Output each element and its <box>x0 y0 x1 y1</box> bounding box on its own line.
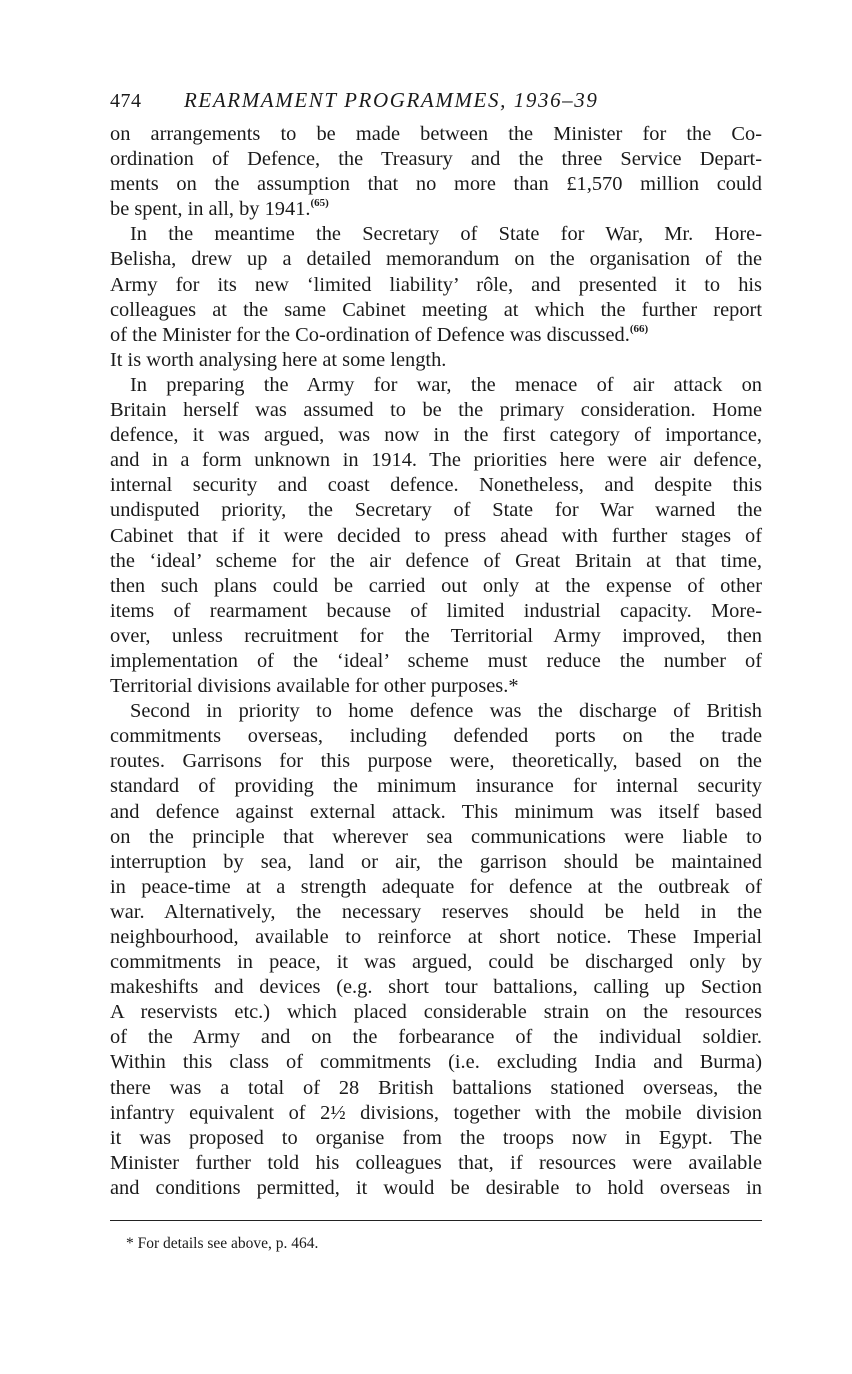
text-line <box>110 323 762 348</box>
book-page <box>110 82 762 1201</box>
text-line: defence, it was argued, was now in the first category of importance, <box>110 424 762 447</box>
text-line: Belisha, drew up a detailed memorandum on the organisation of the <box>110 248 762 271</box>
text-line: infantry equivalent of 2½ divisions, together with the mobile division <box>110 1101 762 1124</box>
text-line: commitments overseas, including defended ports on the trade <box>110 725 762 748</box>
text-line: on arrangements to be made between the Minister for the Co- <box>110 123 762 145</box>
chapter-title: REARMAMENT PROGRAMMES, 1936–39 <box>184 88 599 112</box>
paragraph <box>110 222 762 373</box>
text-line: ordination of Defence, the Treasury and the three Service Depart- <box>110 148 762 171</box>
text-line: then such plans could be carried out only at the expense of other <box>110 574 762 597</box>
text-line: In preparing the Army for war, the menace of air attack on <box>130 373 762 396</box>
text-line: items of rearmament because of limited industrial capacity. More- <box>110 599 762 622</box>
paragraph <box>110 699 762 1201</box>
paragraph <box>110 122 762 222</box>
text-line: there was a total of 28 British battalions stationed overseas, the <box>110 1076 762 1099</box>
footnote: * For details see above, p. 464. <box>126 1235 319 1252</box>
text-line: standard of providing the minimum insurance for internal security <box>110 775 762 798</box>
text-line: Minister further told his colleagues that, if resources were available <box>110 1151 762 1174</box>
text-line: In the meantime the Secretary of State for War, Mr. Hore- <box>130 223 762 246</box>
text-line: Second in priority to home defence was the discharge of British <box>130 700 762 723</box>
text-line: over, unless recruitment for the Territorial Army improved, then <box>110 624 762 647</box>
text-line: and conditions permitted, it would be desirable to hold overseas in <box>110 1176 762 1199</box>
text-line-content: be spent, in all, by 1941. <box>110 198 311 221</box>
text-line: internal security and coast defence. Nonetheless, and despite this <box>110 474 762 497</box>
text-line: Britain herself was assumed to be the primary consideration. Home <box>110 399 762 422</box>
text-line: it was proposed to organise from the troops now in Egypt. The <box>110 1126 762 1149</box>
text-line: Cabinet that if it were decided to press ahead with further stages of <box>110 524 762 547</box>
text-line: on the principle that wherever sea communications were liable to <box>110 825 762 848</box>
text-line: makeshifts and devices (e.g. short tour battalions, calling up Section <box>110 976 762 999</box>
text-line: the ‘ideal’ scheme for the air defence of Great Britain at that time, <box>110 549 762 572</box>
text-line: It is worth analysing here at some length. <box>110 348 447 371</box>
running-head <box>110 82 762 118</box>
text-line: war. Alternatively, the necessary reserves should be held in the <box>110 900 762 923</box>
text-line: ments on the assumption that no more than £1,570 million could <box>110 173 762 196</box>
text-line: neighbourhood, available to reinforce at short notice. These Imperial <box>110 926 762 948</box>
text-line: Within this class of commitments (i.e. excluding India and Burma) <box>110 1051 762 1074</box>
body-text <box>110 122 762 1201</box>
text-line: and defence against external attack. This minimum was itself based <box>110 800 762 823</box>
text-line: A reservists etc.) which placed considerable strain on the resources <box>110 1001 762 1024</box>
endnote-ref: (65) <box>310 197 329 210</box>
text-line: colleagues at the same Cabinet meeting at which the further report <box>110 298 762 321</box>
paragraph <box>110 373 762 699</box>
text-line: of the Army and on the forbearance of the individual soldier. <box>110 1026 762 1049</box>
text-line: commitments in peace, it was argued, could be discharged only by <box>110 951 762 974</box>
text-line: in peace-time at a strength adequate for defence at the outbreak of <box>110 875 762 898</box>
footnote-rule <box>110 1220 762 1221</box>
text-line: Territorial divisions available for other purposes.* <box>110 675 519 698</box>
text-line: and in a form unknown in 1914. The priorities here were air defence, <box>110 449 762 472</box>
text-line: routes. Garrisons for this purpose were, theoretically, based on the <box>110 750 762 773</box>
text-line: Army for its new ‘limited liability’ rôle, and presented it to his <box>110 273 762 296</box>
endnote-ref: (66) <box>629 322 649 335</box>
text-line: interruption by sea, land or air, the garrison should be maintained <box>110 850 762 873</box>
text-line: implementation of the ‘ideal’ scheme must reduce the number of <box>110 649 762 672</box>
page-number: 474 <box>110 90 142 112</box>
text-line: undisputed priority, the Secretary of State for War warned the <box>110 499 762 522</box>
text-line <box>110 197 762 222</box>
text-line-content: of the Minister for the Co-ordination of Defence was discussed. <box>110 323 630 346</box>
